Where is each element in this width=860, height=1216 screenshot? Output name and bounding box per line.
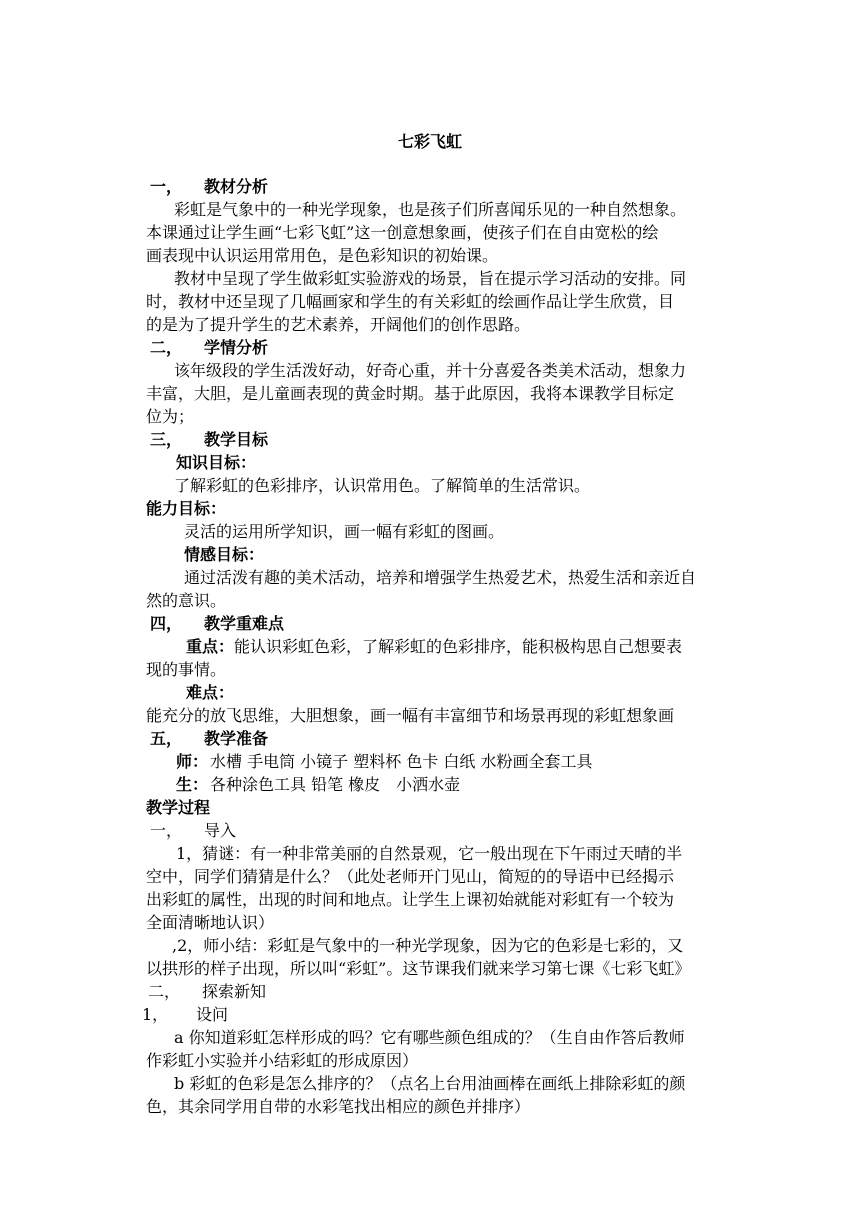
ability-goal-label: 能力目标： [146, 499, 227, 518]
paragraph-line: 作彩虹小实验并小结彩虹的形成原因） [146, 1051, 419, 1070]
teacher-materials: 水槽 手电筒 小镜子 塑料杯 色卡 白纸 水粉画全套工具 [210, 752, 593, 771]
section-5-heading: 教学准备 [204, 729, 269, 748]
section-2-number: 二， [150, 338, 183, 357]
paragraph-line: 彩虹是气象中的一种光学现象，也是孩子们所喜闻乐见的一种自然想象。 [174, 200, 687, 219]
section-4-heading: 教学重难点 [204, 614, 285, 633]
paragraph-line: 能充分的放飞思维，大胆想象，画一幅有丰富细节和场景再现的彩虹想象画 [146, 706, 675, 725]
section-3-number: 三， [150, 430, 183, 449]
paragraph-line: 空中，同学们猜猜是什么？（此处老师开门见山，简短的的导语中已经揭示 [146, 867, 675, 886]
paragraph-line: a 你知道彩虹怎样形成的吗？它有哪些颜色组成的？（生自由作答后教师 [174, 1028, 685, 1047]
knowledge-goal-text: 了解彩虹的色彩排序，认识常用色。了解简单的生活常识。 [174, 476, 591, 495]
paragraph-line: ,2，师小结：彩虹是气象中的一种光学现象，因为它的色彩是七彩的，又 [172, 936, 684, 955]
paragraph-line: b 彩虹的色彩是怎么排序的？（点名上台用油画棒在画纸上排除彩虹的颜 [174, 1074, 686, 1093]
paragraph-line: 出彩虹的属性，出现的时间和地点。让学生上课初始就能对彩虹有一个较为 [146, 890, 675, 909]
section-1-number: 一， [150, 177, 183, 196]
paragraph-line: 全面清晰地认识） [146, 913, 275, 932]
paragraph-line: 画表现中认识运用常用色，是色彩知识的初始课。 [146, 246, 499, 265]
paragraph-line: 本课通过让学生画“七彩飞虹”这一创意想象画，使孩子们在自由宽松的绘 [146, 223, 659, 242]
section-3-heading: 教学目标 [204, 430, 269, 449]
paragraph-line: 教材中呈现了学生做彩虹实验游戏的场景，旨在提示学习活动的安排。同 [174, 269, 687, 288]
paragraph-line: 现的事情。 [146, 660, 227, 679]
paragraph-line: 位为； [146, 407, 195, 426]
paragraph-line: 通过活泼有趣的美术活动，培养和增强学生热爱艺术，热爱生活和亲近自 [184, 568, 697, 587]
section-4-number: 四， [150, 614, 183, 633]
section-2-heading: 学情分析 [204, 338, 269, 357]
process-heading: 教学过程 [146, 798, 211, 817]
paragraph-line: 然的意识。 [146, 591, 227, 610]
paragraph-line: 时，教材中还呈现了几幅画家和学生的有关彩虹的绘画作品让学生欣赏，目 [146, 292, 675, 311]
document-title: 七彩飞虹 [397, 132, 462, 151]
paragraph-line: 丰富，大胆，是儿童画表现的黄金时期。基于此原因，我将本课教学目标定 [146, 384, 675, 403]
question-number: 1， [142, 1005, 169, 1024]
paragraph-line: 以拱形的样子出现，所以叫“彩虹”。这节课我们就来学习第七课《七彩飞虹》 [146, 959, 691, 978]
knowledge-goal-label: 知识目标： [176, 453, 257, 472]
paragraph-line: 该年级段的学生活泼好动，好奇心重，并十分喜爱各类美术活动，想象力 [174, 361, 687, 380]
process-part-1-number: 一， [150, 821, 183, 840]
emotion-goal-label: 情感目标： [184, 545, 265, 564]
section-1-heading: 教材分析 [204, 177, 269, 196]
paragraph-line: 能认识彩虹色彩，了解彩虹的色彩排序，能积极构思自己想要表 [234, 637, 683, 656]
student-label: 生： [176, 775, 209, 794]
process-part-1-heading: 导入 [204, 821, 237, 840]
student-materials: 各种涂色工具 铅笔 橡皮 小洒水壶 [210, 775, 461, 794]
paragraph-line: 的是为了提升学生的艺术素养，开阔他们的创作思路。 [146, 315, 531, 334]
process-part-2-heading: 探索新知 [202, 982, 267, 1001]
paragraph-line: 1，猜谜：有一种非常美丽的自然景观，它一般出现在下午雨过天晴的半 [176, 844, 683, 863]
process-part-2-number: 二， [148, 982, 181, 1001]
paragraph-line: 色，其余同学用自带的水彩笔找出相应的颜色并排序） [146, 1097, 531, 1116]
section-5-number: 五， [150, 729, 183, 748]
ability-goal-text: 灵活的运用所学知识，画一幅有彩虹的图画。 [184, 522, 505, 541]
teacher-label: 师： [176, 752, 209, 771]
difficult-point-label: 难点： [186, 683, 235, 702]
question-heading: 设问 [196, 1005, 229, 1024]
key-point-label: 重点： [186, 637, 235, 656]
